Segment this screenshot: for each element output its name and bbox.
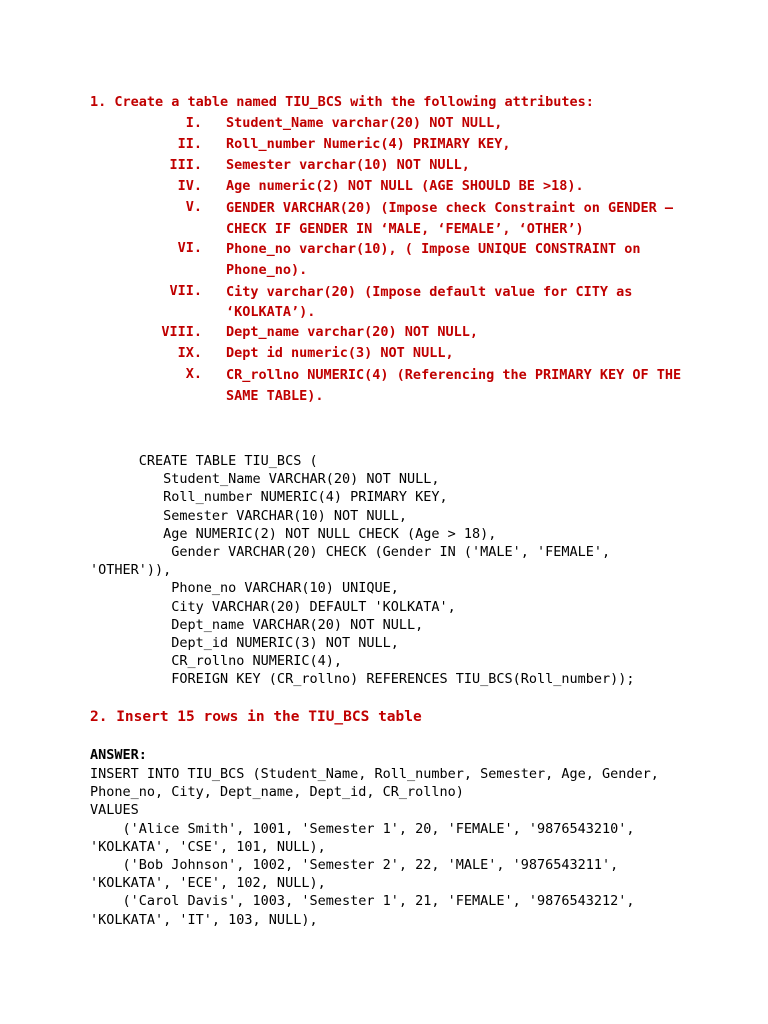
create-table-code [90, 452, 750, 688]
item-text: Dept id numeric(3) NOT NULL, [226, 345, 454, 361]
code-line: 'KOLKATA', 'ECE', 102, NULL), [90, 875, 326, 892]
code-line: Dept_name VARCHAR(20) NOT NULL, [90, 616, 424, 633]
code-line: FOREIGN KEY (CR_rollno) REFERENCES TIU_BCS(Roll_number)); [90, 671, 635, 688]
code-line: Dept_id NUMERIC(3) NOT NULL, [90, 634, 399, 651]
code-line: CR_rollno NUMERIC(4), [90, 653, 342, 670]
item-number: III. [169, 157, 202, 173]
code-line: ('Bob Johnson', 1002, 'Semester 2', 22, 'MALE', '9876543211', [90, 856, 619, 873]
item-text: Phone_no varchar(10), ( Impose UNIQUE CONSTRAINT on Phone_no). [226, 241, 641, 278]
item-text: Roll_number Numeric(4) PRIMARY KEY, [226, 136, 511, 152]
code-line: Roll_number NUMERIC(4) PRIMARY KEY, [90, 489, 448, 506]
item-number: IV. [177, 178, 202, 194]
item-text: City varchar(20) (Impose default value for CITY as ‘KOLKATA’). [226, 284, 633, 320]
item-number: II. [177, 136, 202, 152]
item-text: Dept_name varchar(20) NOT NULL, [226, 324, 478, 340]
code-line: City VARCHAR(20) DEFAULT 'KOLKATA', [90, 598, 456, 615]
code-line: Phone_no, City, Dept_name, Dept_id, CR_rollno) [90, 784, 464, 801]
item-text: CR_rollno NUMERIC(4) (Referencing the PRIMARY KEY OF THE SAME TABLE). [226, 367, 682, 404]
item-number: VII. [169, 283, 202, 299]
item-number: V. [185, 199, 202, 215]
code-line: CREATE TABLE TIU_BCS ( [90, 453, 318, 469]
code-line: Age NUMERIC(2) NOT NULL CHECK (Age > 18), [90, 525, 497, 542]
item-text: Student_Name varchar(20) NOT NULL, [226, 115, 503, 131]
item-number: X. [185, 366, 202, 382]
item-text: Semester varchar(10) NOT NULL, [226, 157, 470, 173]
item-number: VIII. [161, 324, 202, 340]
code-line: Student_Name VARCHAR(20) NOT NULL, [90, 471, 440, 488]
question-1-title: 1. Create a table named TIU_BCS with the following attributes: [90, 94, 594, 110]
item-text: Age numeric(2) NOT NULL (AGE SHOULD BE >18). [226, 178, 584, 194]
code-line: ('Alice Smith', 1001, 'Semester 1', 20, 'FEMALE', '9876543210', [90, 820, 635, 837]
answer-label: ANSWER: [90, 747, 147, 763]
code-line: 'OTHER')), [90, 562, 172, 579]
code-line: Semester VARCHAR(10) NOT NULL, [90, 507, 407, 524]
code-line: 'KOLKATA', 'IT', 103, NULL), [90, 911, 318, 928]
question-2-title: 2. Insert 15 rows in the TIU_BCS table [90, 709, 422, 725]
item-text: GENDER VARCHAR(20) (Impose check Constraint on GENDER – CHECK IF GENDER IN ‘MALE, ‘FEMALE’, ‘OTHER’) [226, 200, 674, 237]
insert-code [90, 765, 750, 929]
code-line: 'KOLKATA', 'CSE', 101, NULL), [90, 838, 326, 855]
code-line: Phone_no VARCHAR(10) UNIQUE, [90, 580, 399, 597]
code-line: INSERT INTO TIU_BCS (Student_Name, Roll_number, Semester, Age, Gender, [90, 766, 659, 782]
code-line: VALUES [90, 802, 139, 819]
item-number: I. [185, 115, 202, 131]
item-number: VI. [177, 240, 202, 256]
code-line: Gender VARCHAR(20) CHECK (Gender IN ('MALE', 'FEMALE', [90, 543, 611, 560]
item-number: IX. [177, 345, 202, 361]
code-line: ('Carol Davis', 1003, 'Semester 1', 21, 'FEMALE', '9876543212', [90, 893, 635, 910]
